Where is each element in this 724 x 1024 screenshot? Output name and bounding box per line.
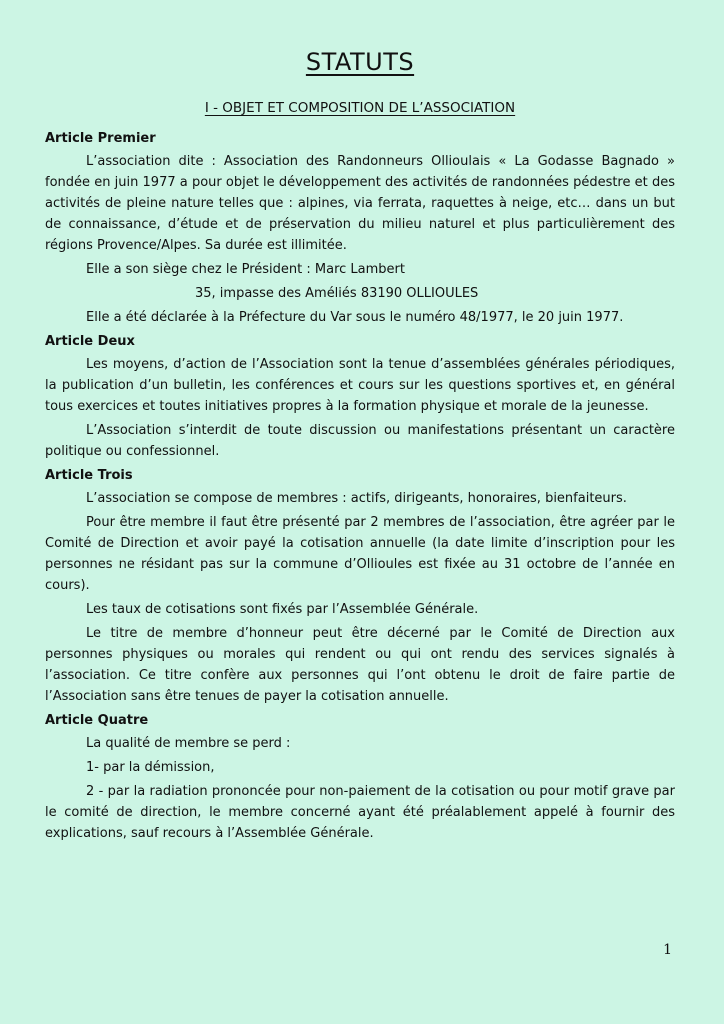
article-heading: Article Premier	[45, 131, 156, 146]
paragraph: Les moyens, d’action de l’Association sont la tenue d’assemblées générales périodiques, la publication d’un bulletin, les conférences et cours sur les questions sportives et, en général tous exercices et toutes initiatives propres à la formation physique et morale de la jeunesse.	[45, 357, 675, 414]
page-number: 1	[663, 942, 672, 958]
section-heading: I - OBJET ET COMPOSITION DE L’ASSOCIATION	[204, 100, 516, 116]
paragraph: La qualité de membre se perd :	[86, 736, 291, 751]
paragraph: Elle a été déclarée à la Préfecture du Var sous le numéro 48/1977, le 20 juin 1977.	[86, 310, 624, 325]
paragraph: Les taux de cotisations sont fixés par l’Assemblée Générale.	[86, 602, 479, 617]
document-body	[45, 128, 675, 847]
paragraph: Elle a son siège chez le Président : Marc Lambert	[86, 262, 405, 277]
paragraph: L’association dite : Association des Randonneurs Ollioulais « La Godasse Bagnado » fondée en juin 1977 a pour objet le développement des activités de randonnées pédestre et des activités de pleine nature telles que : alpines, via ferrata, raquettes à neige, etc… dans un but de connaissance, d’étude et de préservation du milieu naturel et plus particulièrement des régions Provence/Alpes. Sa durée est illimitée.	[45, 154, 675, 253]
address-line: 35, impasse des Améliés 83190 OLLIOULES	[195, 286, 479, 301]
paragraph: L’association se compose de membres : actifs, dirigeants, honoraires, bienfaiteurs.	[86, 491, 627, 506]
paragraph: L’Association s’interdit de toute discussion ou manifestations présentant un caractère politique ou confessionnel.	[45, 423, 675, 459]
paragraph: 1- par la démission,	[86, 760, 215, 775]
paragraph: Pour être membre il faut être présenté par 2 membres de l’association, être agréer par le Comité de Direction et avoir payé la cotisation annuelle (la date limite d’inscription pour les personnes ne résidant pas sur la commune d’Ollioules est fixée au 31 octobre de l’année en cours).	[45, 515, 675, 593]
document-title: STATUTS	[305, 48, 415, 76]
article-heading: Article Deux	[45, 334, 135, 349]
article-heading: Article Trois	[45, 468, 133, 483]
paragraph: Le titre de membre d’honneur peut être décerné par le Comité de Direction aux personnes physiques ou morales qui rendent ou qui ont rendu des services signalés à l’association. Ce titre confère aux personnes qui l’ont obtenu le droit de faire partie de l’Association sans être tenues de payer la cotisation annuelle.	[45, 626, 675, 704]
paragraph: 2 - par la radiation prononcée pour non-paiement de la cotisation ou pour motif grave par le comité de direction, le membre concerné ayant été préalablement appelé à fournir des explications, sauf recours à l’Assemblée Générale.	[45, 784, 675, 841]
article-heading: Article Quatre	[45, 713, 149, 728]
